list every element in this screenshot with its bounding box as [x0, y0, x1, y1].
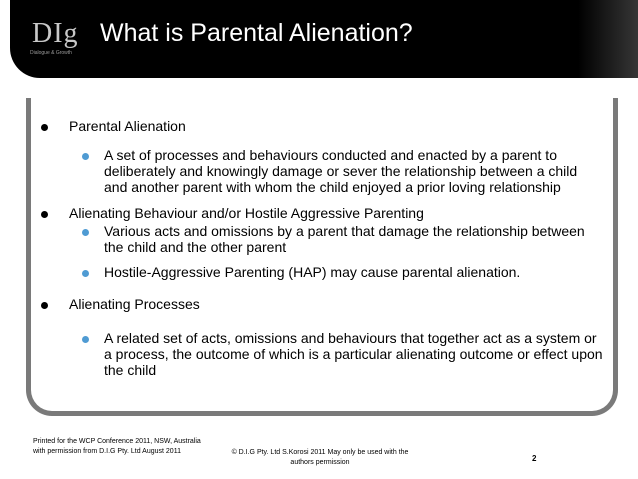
- sub-bullet-text: A set of processes and behaviours conducted and enacted by a parent to deliberately and knowingly damage or sever the relationship between a child and another parent with whom the child enjoyed a prior loving relationship: [104, 147, 578, 195]
- title-bar: [10, 0, 638, 78]
- sub-bullet-text: Various acts and omissions by a parent that damage the relationship between the child and the other parent: [104, 223, 585, 255]
- sub-bullet-icon: [82, 336, 89, 343]
- bullet-text-alienating-processes: Alienating Processes: [69, 296, 200, 312]
- logo-tagline: Dialogue & Growth: [30, 50, 72, 56]
- sub-bullet-text: A related set of acts, omissions and behaviours that together act as a system or a process, the outcome of which is a particular alienating outcome or effect upon the child: [104, 330, 603, 378]
- bullet-text-alienating-behaviour: Alienating Behaviour and/or Hostile Aggressive Parenting: [69, 205, 424, 221]
- page-number: 2: [532, 454, 537, 463]
- bullet-icon: [41, 302, 48, 309]
- bullet-text-parental-alienation: Parental Alienation: [69, 118, 186, 134]
- sub-bullet-text: Hostile-Aggressive Parenting (HAP) may cause parental alienation.: [104, 264, 521, 280]
- sub-bullet-icon: [82, 229, 89, 236]
- logo-mark: DIg: [32, 18, 79, 49]
- footer-print-note: Printed for the WCP Conference 2011, NSW, Australia with permission from D.I.G Pty. Ltd August 2011: [33, 438, 201, 455]
- company-logo: [30, 18, 82, 64]
- footer-copyright: © D.I.G Pty. Ltd S.Korosi 2011 May only be used with the authors permission: [231, 449, 409, 466]
- bullet-icon: [41, 211, 48, 218]
- slide-title: What is Parental Alienation?: [100, 19, 413, 47]
- bullet-icon: [41, 124, 48, 131]
- sub-bullet-icon: [82, 153, 89, 160]
- sub-bullet-icon: [82, 270, 89, 277]
